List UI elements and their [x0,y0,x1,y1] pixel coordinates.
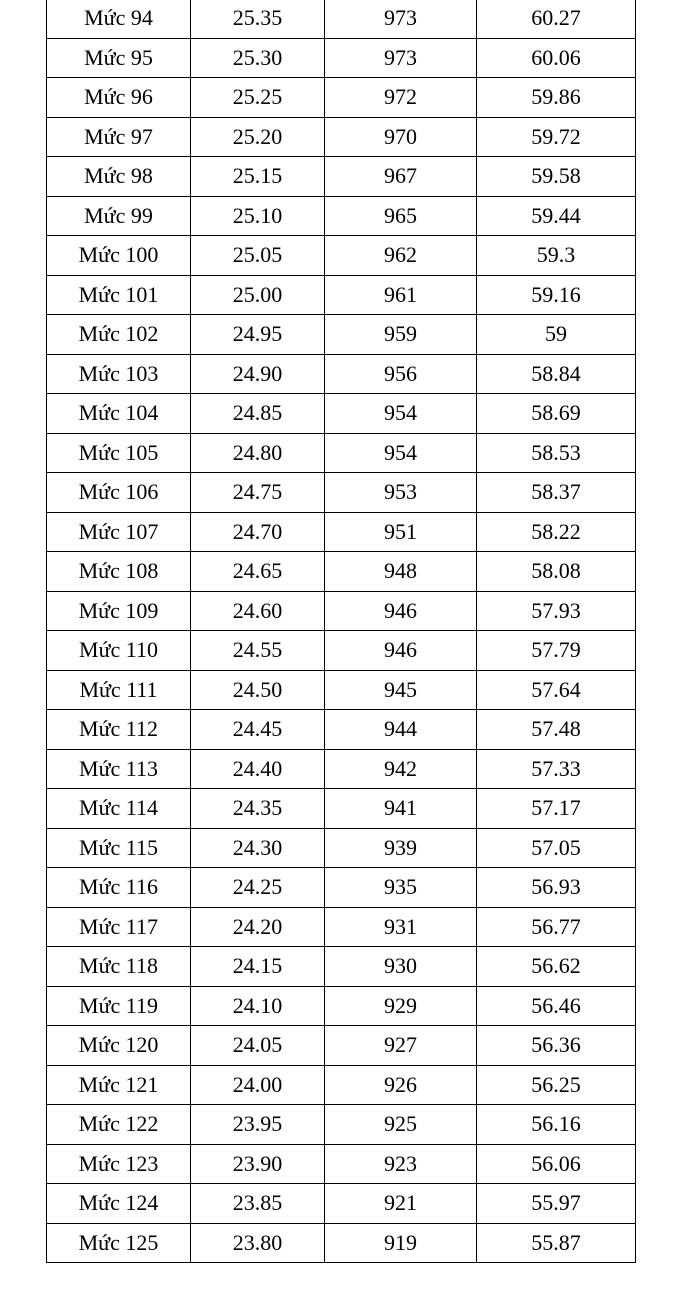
level-cell: Mức 113 [47,749,191,789]
table-row [47,670,636,710]
count-cell: 972 [325,78,477,118]
percent-cell: 59.16 [477,275,636,315]
table-row [47,1105,636,1145]
score-cell: 24.85 [191,394,325,434]
count-cell: 931 [325,907,477,947]
table-row [47,986,636,1026]
percent-cell: 58.69 [477,394,636,434]
table-row [47,78,636,118]
score-cell: 24.20 [191,907,325,947]
table-row [47,1065,636,1105]
score-cell: 24.80 [191,433,325,473]
level-cell: Mức 119 [47,986,191,1026]
count-cell: 946 [325,591,477,631]
score-cell: 24.60 [191,591,325,631]
percent-cell: 60.06 [477,38,636,78]
count-cell: 948 [325,552,477,592]
table-row [47,196,636,236]
percent-cell: 56.36 [477,1026,636,1066]
level-cell: Mức 117 [47,907,191,947]
score-cell: 24.55 [191,631,325,671]
percent-cell: 58.84 [477,354,636,394]
table-row [47,433,636,473]
level-cell: Mức 110 [47,631,191,671]
level-cell: Mức 114 [47,789,191,829]
count-cell: 929 [325,986,477,1026]
score-cell: 24.65 [191,552,325,592]
score-cell: 24.30 [191,828,325,868]
percent-cell: 57.48 [477,710,636,750]
level-cell: Mức 95 [47,38,191,78]
percent-cell: 58.53 [477,433,636,473]
percent-cell: 56.16 [477,1105,636,1145]
percent-cell: 59 [477,315,636,355]
count-cell: 927 [325,1026,477,1066]
percent-cell: 59.3 [477,236,636,276]
table-row [47,947,636,987]
count-cell: 961 [325,275,477,315]
percent-cell: 55.87 [477,1223,636,1263]
table-row [47,236,636,276]
percent-cell: 57.33 [477,749,636,789]
count-cell: 935 [325,868,477,908]
score-cell: 25.05 [191,236,325,276]
table-row [47,315,636,355]
score-cell: 24.35 [191,789,325,829]
table-row [47,828,636,868]
level-cell: Mức 99 [47,196,191,236]
count-cell: 945 [325,670,477,710]
level-cell: Mức 104 [47,394,191,434]
score-cell: 23.95 [191,1105,325,1145]
table-row [47,473,636,513]
table-row [47,38,636,78]
count-cell: 953 [325,473,477,513]
count-cell: 926 [325,1065,477,1105]
level-cell: Mức 112 [47,710,191,750]
percent-cell: 56.93 [477,868,636,908]
count-cell: 951 [325,512,477,552]
table-row [47,868,636,908]
level-cell: Mức 106 [47,473,191,513]
count-cell: 954 [325,433,477,473]
percent-cell: 58.37 [477,473,636,513]
count-cell: 970 [325,117,477,157]
percent-cell: 59.86 [477,78,636,118]
score-level-table [46,0,636,1263]
count-cell: 962 [325,236,477,276]
level-cell: Mức 107 [47,512,191,552]
score-cell: 24.00 [191,1065,325,1105]
table-row [47,1026,636,1066]
count-cell: 944 [325,710,477,750]
percent-cell: 60.27 [477,0,636,38]
score-cell: 25.20 [191,117,325,157]
score-cell: 24.05 [191,1026,325,1066]
percent-cell: 56.25 [477,1065,636,1105]
percent-cell: 59.58 [477,157,636,197]
level-cell: Mức 100 [47,236,191,276]
level-cell: Mức 96 [47,78,191,118]
level-cell: Mức 122 [47,1105,191,1145]
level-cell: Mức 124 [47,1184,191,1224]
score-cell: 23.90 [191,1144,325,1184]
score-cell: 25.30 [191,38,325,78]
percent-cell: 57.17 [477,789,636,829]
count-cell: 967 [325,157,477,197]
score-cell: 24.75 [191,473,325,513]
count-cell: 973 [325,0,477,38]
percent-cell: 55.97 [477,1184,636,1224]
level-cell: Mức 125 [47,1223,191,1263]
score-cell: 25.25 [191,78,325,118]
score-cell: 24.95 [191,315,325,355]
score-cell: 25.10 [191,196,325,236]
level-cell: Mức 101 [47,275,191,315]
percent-cell: 57.05 [477,828,636,868]
percent-cell: 56.06 [477,1144,636,1184]
level-cell: Mức 108 [47,552,191,592]
level-cell: Mức 98 [47,157,191,197]
table-row [47,749,636,789]
level-cell: Mức 111 [47,670,191,710]
score-cell: 24.15 [191,947,325,987]
score-cell: 24.90 [191,354,325,394]
table-row [47,552,636,592]
table-row [47,117,636,157]
table-row [47,1144,636,1184]
level-cell: Mức 123 [47,1144,191,1184]
percent-cell: 57.79 [477,631,636,671]
table-row [47,0,636,38]
percent-cell: 56.77 [477,907,636,947]
percent-cell: 56.62 [477,947,636,987]
table-row [47,631,636,671]
level-cell: Mức 116 [47,868,191,908]
level-cell: Mức 97 [47,117,191,157]
score-cell: 24.25 [191,868,325,908]
level-cell: Mức 102 [47,315,191,355]
level-cell: Mức 109 [47,591,191,631]
level-cell: Mức 121 [47,1065,191,1105]
table-row [47,354,636,394]
table-row [47,394,636,434]
level-cell: Mức 115 [47,828,191,868]
score-cell: 25.35 [191,0,325,38]
count-cell: 959 [325,315,477,355]
level-cell: Mức 120 [47,1026,191,1066]
score-cell: 25.15 [191,157,325,197]
percent-cell: 59.44 [477,196,636,236]
score-cell: 24.10 [191,986,325,1026]
table-row [47,710,636,750]
count-cell: 939 [325,828,477,868]
level-cell: Mức 118 [47,947,191,987]
score-cell: 25.00 [191,275,325,315]
table-row [47,1223,636,1263]
percent-cell: 57.64 [477,670,636,710]
count-cell: 919 [325,1223,477,1263]
table-row [47,512,636,552]
score-cell: 23.80 [191,1223,325,1263]
count-cell: 921 [325,1184,477,1224]
count-cell: 923 [325,1144,477,1184]
count-cell: 946 [325,631,477,671]
table-row [47,591,636,631]
table-row [47,157,636,197]
count-cell: 941 [325,789,477,829]
score-cell: 24.40 [191,749,325,789]
count-cell: 954 [325,394,477,434]
score-cell: 24.45 [191,710,325,750]
table-row [47,275,636,315]
level-cell: Mức 105 [47,433,191,473]
count-cell: 965 [325,196,477,236]
count-cell: 925 [325,1105,477,1145]
level-cell: Mức 103 [47,354,191,394]
percent-cell: 59.72 [477,117,636,157]
count-cell: 930 [325,947,477,987]
table-row [47,789,636,829]
table-body [47,0,636,1263]
count-cell: 956 [325,354,477,394]
level-cell: Mức 94 [47,0,191,38]
count-cell: 942 [325,749,477,789]
table-row [47,907,636,947]
score-cell: 24.50 [191,670,325,710]
percent-cell: 58.22 [477,512,636,552]
percent-cell: 56.46 [477,986,636,1026]
count-cell: 973 [325,38,477,78]
percent-cell: 58.08 [477,552,636,592]
percent-cell: 57.93 [477,591,636,631]
score-cell: 23.85 [191,1184,325,1224]
score-cell: 24.70 [191,512,325,552]
table-row [47,1184,636,1224]
